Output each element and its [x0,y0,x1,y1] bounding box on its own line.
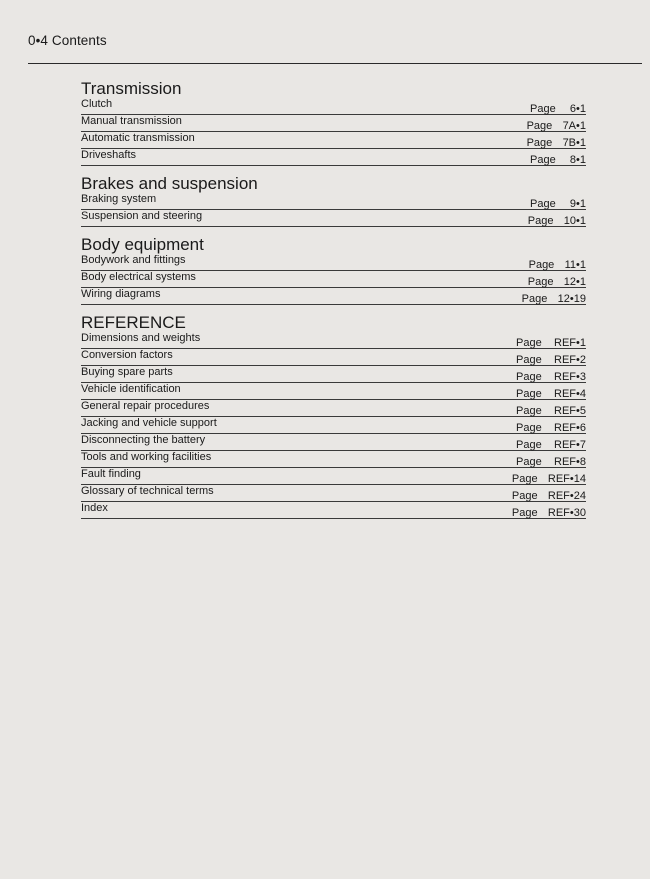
page-number: 6•1 [569,103,586,115]
section-title: Body equipment [81,235,204,254]
entry-page-ref [516,422,586,434]
page-word: Page [511,473,538,485]
entry-label: Wiring diagrams [81,288,161,300]
page-word: Page [526,120,553,132]
entry-label: Braking system [81,193,157,205]
page-word: Page [530,103,556,115]
toc-entry[interactable] [81,367,586,383]
toc-entry[interactable] [81,469,586,485]
entry-page-ref [522,293,586,305]
page-number: REF•2 [554,354,586,366]
page-word: Page [516,422,542,434]
entry-label: Buying spare parts [81,366,173,378]
page-word: Page [527,215,554,227]
section-title: REFERENCE [81,313,186,332]
entry-label: Conversion factors [81,349,173,361]
entry-page-ref [516,354,586,366]
entry-label: Jacking and vehicle support [81,417,217,429]
entry-label: Clutch [81,98,113,110]
entry-page-ref [528,276,586,288]
toc-entry[interactable] [81,401,586,417]
page-number: REF•8 [554,456,586,468]
entry-page-ref [516,405,586,417]
entry-page-ref [530,103,586,115]
toc-entry[interactable] [81,150,586,166]
page-word: Page [528,259,555,271]
entry-page-ref [512,490,586,502]
toc-entry[interactable] [81,99,586,115]
page-header: 0•4 Contents [28,33,107,48]
entry-label: Suspension and steering [81,210,203,222]
page-word: Page [521,293,548,305]
page-number: REF•7 [554,439,586,451]
entry-page-ref [530,154,586,166]
page-number: REF•6 [554,422,586,434]
toc-entry[interactable] [81,211,586,227]
toc-entry[interactable] [81,133,586,149]
page-number: 12•1 [563,276,586,288]
page-number: 12•19 [557,293,586,305]
entry-label: Dimensions and weights [81,332,201,344]
toc-section [81,235,586,305]
header-rule [28,63,642,64]
entry-page-ref [516,456,586,468]
page-number: 7A•1 [562,120,586,132]
page-word: Page [527,276,554,288]
toc-entry[interactable] [81,194,586,210]
page-word: Page [516,456,542,468]
entry-page-ref [512,473,586,485]
page-word: Page [516,354,542,366]
entry-page-ref [527,137,586,149]
toc-entry[interactable] [81,418,586,434]
page-number: 10•1 [563,215,586,227]
entry-label: Disconnecting the battery [81,434,206,446]
entry-label: Glossary of technical terms [81,485,214,497]
entry-label: Body electrical systems [81,271,196,283]
entry-label: General repair procedures [81,400,210,412]
page-word: Page [530,198,556,210]
section-title: Transmission [81,79,182,98]
entry-label: Driveshafts [81,149,137,161]
entry-page-ref [516,337,586,349]
toc-entry[interactable] [81,272,586,288]
page-number: REF•24 [547,490,586,502]
entry-label: Fault finding [81,468,141,480]
entry-label: Bodywork and fittings [81,254,186,266]
entry-label: Automatic transmission [81,132,195,144]
page-number: REF•30 [547,507,586,519]
entry-page-ref [516,371,586,383]
toc-entry[interactable] [81,333,586,349]
entry-label: Tools and working facilities [81,451,212,463]
page-word: Page [530,154,556,166]
entry-page-ref [512,507,586,519]
page-word: Page [526,137,553,149]
toc-section [81,313,586,519]
toc-entry[interactable] [81,452,586,468]
toc-entry[interactable] [81,503,586,519]
entry-page-ref [516,439,586,451]
page-number: REF•4 [554,388,586,400]
section-title: Brakes and suspension [81,174,258,193]
toc-entry[interactable] [81,116,586,132]
toc-entry[interactable] [81,255,586,271]
entry-page-ref [527,120,586,132]
page-number: REF•5 [554,405,586,417]
toc-entry[interactable] [81,384,586,400]
page-number: REF•14 [547,473,586,485]
toc-entry[interactable] [81,289,586,305]
page-word: Page [516,388,542,400]
toc-entry[interactable] [81,435,586,451]
toc-section [81,79,586,166]
page-word: Page [516,439,542,451]
entry-label: Vehicle identification [81,383,181,395]
page-number: 11•1 [564,259,586,271]
page-word: Page [511,490,538,502]
page-word: Page [511,507,538,519]
toc-entry[interactable] [81,486,586,502]
page-number: 8•1 [569,154,586,166]
entry-label: Index [81,502,108,514]
page-word: Page [516,337,542,349]
page-number: REF•3 [554,371,586,383]
entry-page-ref [528,215,586,227]
table-of-contents [81,79,586,527]
page-number: REF•1 [554,337,586,349]
page-number: 9•1 [569,198,586,210]
entry-page-ref [516,388,586,400]
page-word: Page [516,405,542,417]
page-word: Page [516,371,542,383]
page-number: 7B•1 [562,137,586,149]
entry-label: Manual transmission [81,115,182,127]
toc-section [81,174,586,227]
entry-page-ref [529,259,586,271]
entry-page-ref [530,198,586,210]
toc-entry[interactable] [81,350,586,366]
